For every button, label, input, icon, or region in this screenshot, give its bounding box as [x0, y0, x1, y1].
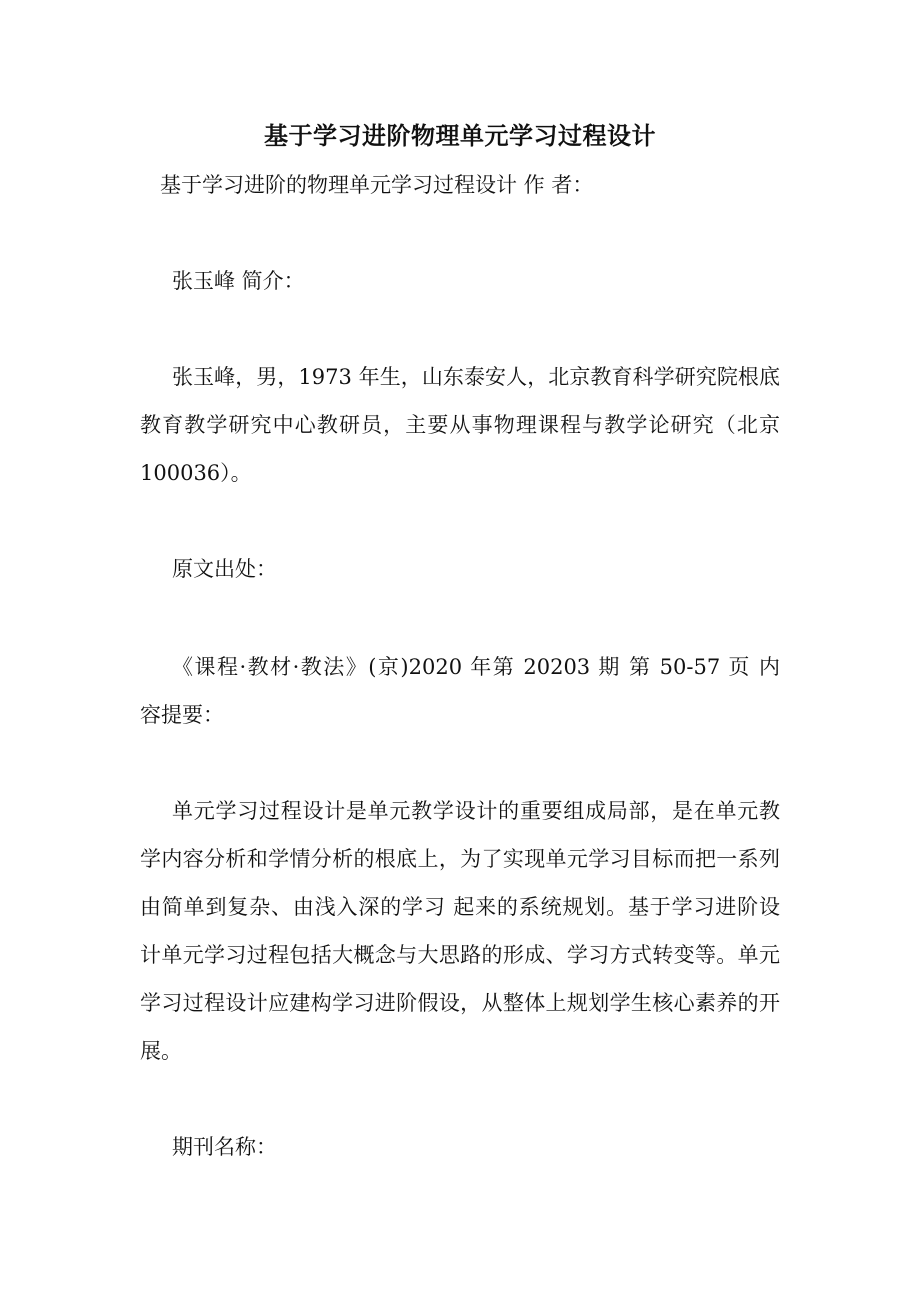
abstract-line-6: 展。 — [140, 1039, 182, 1063]
bio-line-3: 100036）。 — [140, 461, 252, 485]
subtitle-author-line: 基于学习进阶的物理单元学习过程设计 作 者： — [160, 173, 594, 197]
journal-label: 期刊名称： — [172, 1135, 277, 1159]
abstract-line-4: 计单元学习过程包括大概念与大思路的形成、学习方式转变等。单元 — [140, 943, 780, 967]
abstract-line-5: 学习过程设计应建构学习进阶假设，从整体上规划学生核心素养的开 — [140, 991, 780, 1015]
source-line-2: 容提要： — [140, 703, 224, 727]
abstract-line-1: 单元学习过程设计是单元教学设计的重要组成局部，是在单元教 — [172, 799, 780, 823]
abstract-line-2: 学内容分析和学情分析的根底上，为了实现单元学习目标而把一系列 — [140, 847, 780, 871]
bio-line-2: 教育教学研究中心教研员，主要从事物理课程与教学论研究（北京 — [140, 413, 780, 437]
author-intro-line: 张玉峰 简介： — [172, 269, 305, 293]
source-line-1: 《课程·教材·教法》(京)2020 年第 20203 期 第 50-57 页 内 — [172, 655, 780, 679]
abstract-line-3: 由简单到复杂、由浅入深的学习 起来的系统规划。基于学习进阶设 — [140, 895, 780, 919]
document-title: 基于学习进阶物理单元学习过程设计 — [264, 121, 656, 150]
source-label: 原文出处： — [172, 557, 277, 581]
bio-line-1: 张玉峰，男，1973 年生，山东泰安人，北京教育科学研究院根底 — [172, 365, 780, 389]
